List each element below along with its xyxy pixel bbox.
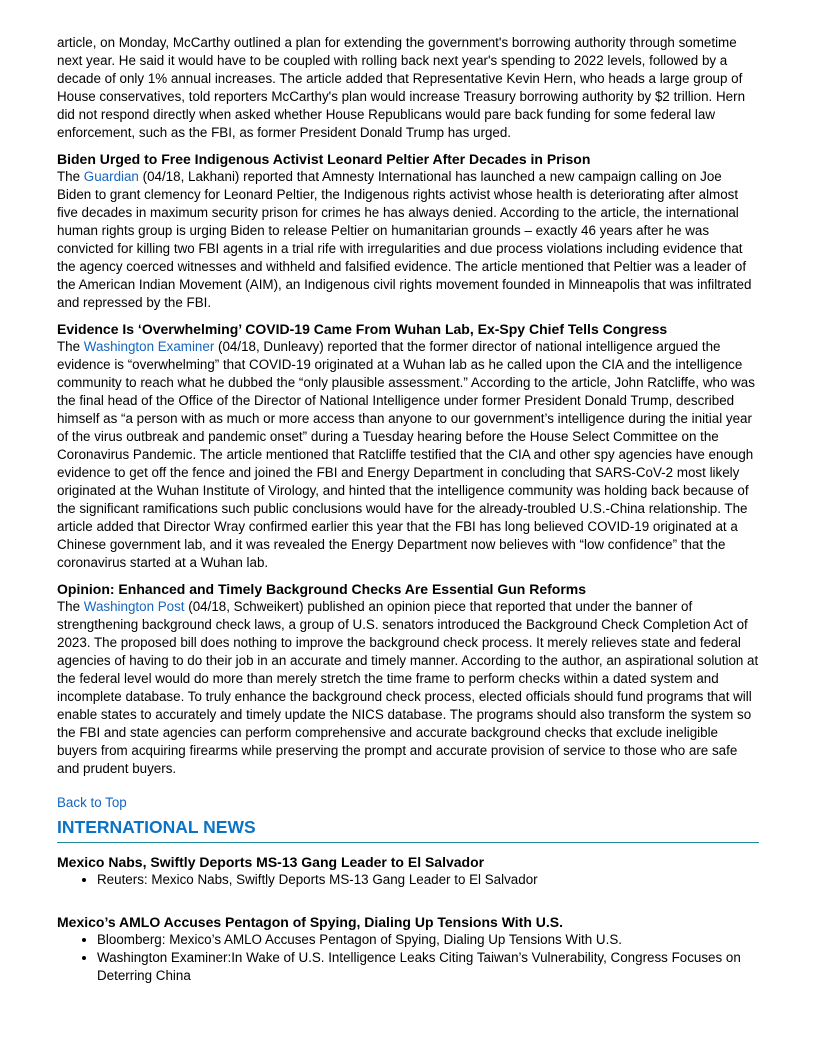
article-headline: Opinion: Enhanced and Timely Background Checks Are Essential Gun Reforms	[57, 581, 587, 597]
source-link[interactable]: Guardian	[83, 169, 139, 184]
group-headline: Mexico Nabs, Swiftly Deports MS-13 Gang Leader to El Salvador	[57, 854, 485, 870]
article-text: (04/18, Schweikert) published an opinion piece that reported that under the banner of strengthening background check laws, a group of U.S. senators introduced the Background Check Completion Act of 2023. The proposed bill does nothing to improve the background check process. It merely relieves state and federal agencies of having to do their job in an accurate and timely manner. According to the author, an aspirational solution at the federal level would do more than merely stretch the time frame to perform checks within a dated system and incomplete database. To truly enhance the background check process, elected officials should fund programs that will enable states to accurately and timely update the NICS database. The programs should also transform the system so the FBI and state agencies can perform comprehensive and accurate background checks that exclude ineligible buyers from acquiring firearms while preserving the prompt and accurate provision of service to those who are safe and prudent buyers.	[57, 599, 759, 776]
source-link[interactable]: Washington Post	[83, 599, 185, 614]
article	[57, 320, 759, 572]
article-text: (04/18, Dunleavy) reported that the former director of national intelligence argued the evidence is “overwhelming” that COVID-19 originated at a Wuhan lab as he called upon the CIA and the intelligence community to reach what he dubbed the “only plausible assessment.” According to the article, John Ratcliffe, who was the final head of the Office of the Director of National Intelligence under former President Donald Trump, described himself as “a person with as much or more access than anyone to our government’s intelligence during the initial year of the virus outbreak and pandemic onset” during a Tuesday hearing before the House Select Committee on the Coronavirus Pandemic. The article mentioned that Ratcliffe testified that the CIA and other spy agencies have enough evidence to get off the fence and joined the FBI and Energy Department in concluding that SARS-CoV-2 most likely originated at the Wuhan Institute of Virology, and hinted that the intelligence community was holding back because of the significant ramifications such public conclusions would have for the already-troubled U.S.-China relationship. The article added that Director Wray confirmed earlier this year that the FBI has long believed COVID-19 originated at a Chinese government lab, and it was revealed the Energy Department now believes with “low confidence” that the coronavirus started at a Wuhan lab.	[57, 339, 755, 570]
link-list	[57, 931, 759, 985]
article	[57, 150, 759, 312]
article-body	[57, 598, 759, 778]
lead-paragraph: article, on Monday, McCarthy outlined a plan for extending the government's borrowing authority through sometime next year. He said it would have to be coupled with rolling back next year's spending to 2022 levels, followed by a decade of only 1% annual increases. The article added that Representative Kevin Hern, who heads a large group of House conservatives, told reporters McCarthy's plan would increase Treasury borrowing authority by $2 trillion. Hern did not respond directly when asked whether House Republicans would pare back funding for some federal law enforcement, such as the FBI, as former President Donald Trump has urged.	[57, 35, 746, 140]
list-item[interactable]: • Washington Examiner:In Wake of U.S. Intelligence Leaks Citing Taiwan’s Vulnerability, Congress Focuses on Deterring China	[97, 949, 759, 985]
section-title-international: INTERNATIONAL NEWS	[57, 816, 759, 843]
article	[57, 580, 759, 778]
article-pre: The	[57, 599, 84, 614]
list-item[interactable]: • Bloomberg: Mexico’s AMLO Accuses Pentagon of Spying, Dialing Up Tensions With U.S.	[97, 931, 759, 949]
link-list	[57, 871, 759, 889]
article-body	[57, 338, 759, 572]
group-headline: Mexico’s AMLO Accuses Pentagon of Spying, Dialing Up Tensions With U.S.	[57, 914, 564, 930]
article-text: (04/18, Lakhani) reported that Amnesty International has launched a new campaign calling on Joe Biden to grant clemency for Leonard Peltier, the Indigenous rights activist whose health is deteriorating after almost five decades in maximum security prison for crimes he has always denied. According to the article, the international human rights group is urging Biden to release Peltier on humanitarian grounds – exactly 46 years after he was convicted for killing two FBI agents in a trial rife with irregularities and due process violations including evidence that the agency coerced witnesses and withheld and falsified evidence. The article mentioned that Peltier was a leader of the American Indian Movement (AIM), an Indigenous civil rights movement founded in Minneapolis that was infiltrated and repressed by the FBI.	[57, 169, 752, 310]
back-to-top-link[interactable]: Back to Top	[57, 795, 127, 810]
article-headline: Evidence Is ‘Overwhelming’ COVID-19 Came From Wuhan Lab, Ex-Spy Chief Tells Congress	[57, 321, 668, 337]
news-group	[57, 913, 759, 985]
list-item[interactable]: • Reuters: Mexico Nabs, Swiftly Deports MS-13 Gang Leader to El Salvador	[97, 871, 759, 889]
document-page	[57, 34, 759, 985]
article-pre: The	[57, 169, 84, 184]
source-link[interactable]: Washington Examiner	[83, 339, 215, 354]
article-pre: The	[57, 339, 84, 354]
news-group	[57, 853, 759, 889]
article-headline: Biden Urged to Free Indigenous Activist Leonard Peltier After Decades in Prison	[57, 151, 591, 167]
article-body	[57, 168, 759, 312]
